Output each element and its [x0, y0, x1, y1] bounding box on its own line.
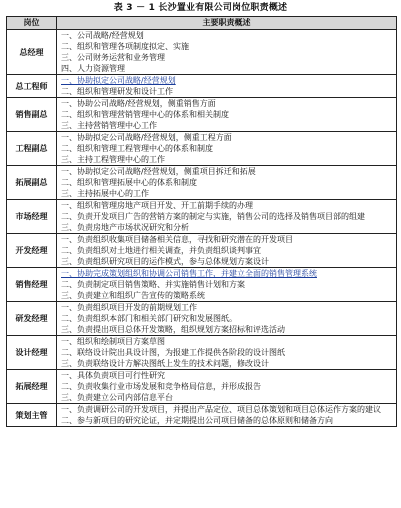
duty-line: 二、组织和管理营销管理中心的体系和相关制度 [61, 110, 229, 119]
position-cell: 工程副总 [7, 132, 57, 166]
table-row [7, 268, 397, 302]
duty-line: 三、公司财务运营和业务管理 [61, 53, 165, 62]
position-cell: 拓展经理 [7, 370, 57, 404]
duty-line: 二、组织和管理研发和设计工作 [61, 87, 173, 96]
table-row [7, 75, 397, 98]
job-duties-table [6, 16, 397, 427]
duties-cell [57, 234, 397, 268]
duty-line-link[interactable]: 一、协助拟定公司战略/经营规划 [61, 76, 176, 85]
header-position: 岗位 [7, 17, 57, 30]
duty-line: 一、公司战略/经营规划 [61, 31, 144, 40]
duty-line: 一、具体负责项目可行性研究 [61, 371, 165, 380]
duty-line: 二、负责制定项目销售策略、并实施销售计划和方案 [61, 280, 245, 289]
duties-cell [57, 404, 397, 427]
position-cell: 销售经理 [7, 268, 57, 302]
duty-line: 一、协助拟定公司战略/经营规划，侧重工程方面 [61, 133, 232, 142]
duty-line: 一、负责调研公司的开发项目，并提出产品定位、项目总体策划和项目总体运作方案的建议 [61, 405, 381, 414]
duty-line: 二、组织和管理各项制度拟定、实施 [61, 42, 189, 51]
position-cell: 设计经理 [7, 336, 57, 370]
duties-cell [57, 370, 397, 404]
table-row [7, 166, 397, 200]
duty-line: 三、主持工程管理中心的工作 [61, 155, 165, 164]
table-row [7, 302, 397, 336]
duty-line: 二、组织和管理工程管理中心的体系和制度 [61, 144, 213, 153]
duty-line: 一、协助拟定公司战略/经营规划，侧重项目拆迁和拓展 [61, 167, 256, 176]
position-cell: 研发经理 [7, 302, 57, 336]
table-row [7, 336, 397, 370]
duty-line: 三、主持拓展中心的工作 [61, 189, 149, 198]
duty-line: 一、负责组织项目开发的前期规划工作 [61, 303, 197, 312]
duty-line: 二、负责组织对土地进行相关调查，并负责组织谈判事宜 [61, 246, 261, 255]
duty-line: 一、组织和绘制项目方案草图 [61, 337, 165, 346]
position-cell: 开发经理 [7, 234, 57, 268]
table-row [7, 132, 397, 166]
duty-line: 三、负责建立公司内部信息平台 [61, 393, 173, 402]
position-cell: 拓展副总 [7, 166, 57, 200]
duty-line: 三、主持营销管理中心工作 [61, 121, 157, 130]
table-row [7, 30, 397, 75]
header-duties: 主要职责概述 [57, 17, 397, 30]
duty-line: 二、组织和管理拓展中心的体系和制度 [61, 178, 197, 187]
duties-cell [57, 336, 397, 370]
duty-line: 一、负责组织收集项目储备相关信息，寻找和研究潜在的开发项目 [61, 235, 293, 244]
table-caption: 表 3 － 1 长沙置业有限公司岗位职责概述 [113, 3, 288, 13]
duty-line: 三、负责联络设计方解决图纸上发生的技术问题，修改设计 [61, 359, 269, 368]
duties-cell [57, 302, 397, 336]
duties-cell [57, 75, 397, 98]
duty-line: 二、参与新项目的研究论证，并定期提出公司项目储备的总体原则和储备方向 [61, 416, 333, 425]
duty-line: 二、联络设计院出具设计图，为报建工作提供各阶段的设计图纸 [61, 348, 285, 357]
position-cell: 策划主管 [7, 404, 57, 427]
table-row [7, 234, 397, 268]
table-header-row [7, 17, 397, 30]
duties-cell [57, 30, 397, 75]
position-cell: 总工程师 [7, 75, 57, 98]
position-cell: 市场经理 [7, 200, 57, 234]
duty-line: 二、负责收集行业市场发展和竞争格局信息，并形成报告 [61, 382, 261, 391]
table-row [7, 370, 397, 404]
table-row [7, 200, 397, 234]
position-cell: 总经理 [7, 30, 57, 75]
duties-cell [57, 200, 397, 234]
duties-cell [57, 132, 397, 166]
duties-cell [57, 166, 397, 200]
duty-line: 三、负责提出项目总体开发策略，组织规划方案招标和评选活动 [61, 325, 285, 334]
duties-cell [57, 268, 397, 302]
duty-line: 三、负责建立和组织广告宣传的策略系统 [61, 291, 205, 300]
duty-line: 四、人力资源管理 [61, 64, 125, 73]
duty-line: 二、负责组织本部门和相关部门研究和发展图纸。 [61, 314, 237, 323]
duty-line: 二、负责开发项目广告的营销方案的制定与实施，销售公司的选择及销售项目部的组建 [61, 212, 365, 221]
duty-line: 一、组织和管理房地产项目开发、开工前期手续的办理 [61, 201, 253, 210]
table-row [7, 98, 397, 132]
duty-line-link[interactable]: 一、协助完成策划组织和协调公司销售工作，并建立全面的销售管理系统 [61, 269, 317, 278]
duties-cell [57, 98, 397, 132]
position-cell: 销售副总 [7, 98, 57, 132]
duty-line: 三、负责组织研究项目的运作模式，参与总体规划方案设计 [61, 257, 269, 266]
duty-line: 三、负责房地产市场状况研究和分析 [61, 223, 189, 232]
table-row [7, 404, 397, 427]
duty-line: 一、协助公司战略/经营规划，侧重销售方面 [61, 99, 216, 108]
